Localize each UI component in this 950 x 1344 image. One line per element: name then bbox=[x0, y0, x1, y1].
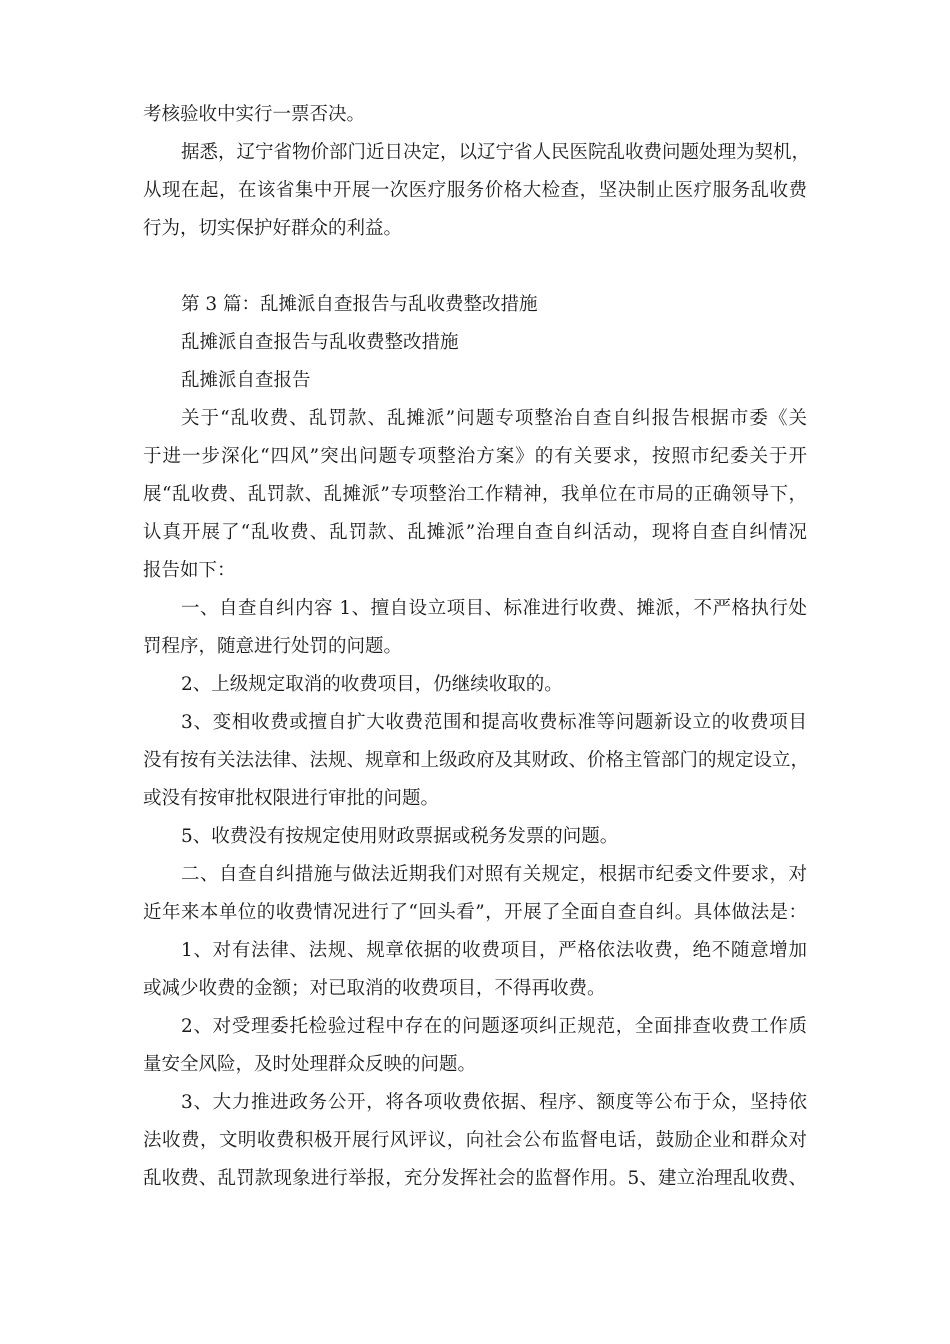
text-line: 法收费，文明收费积极开展行风评议，向社会公布监督电话，鼓励企业和群众对 bbox=[143, 1130, 807, 1151]
text-line: 于进一步深化“四风”突出问题专项整治方案》的有关要求，按照市纪委关于开 bbox=[143, 446, 807, 467]
text-line: 二、自查自纠措施与做法近期我们对照有关规定，根据市纪委文件要求，对 bbox=[181, 864, 807, 885]
text-line: 报告如下： bbox=[143, 560, 236, 581]
text-line: 量安全风险，及时处理群众反映的问题。 bbox=[143, 1054, 477, 1075]
text-line: 展“乱收费、乱罚款、乱摊派”专项整治工作精神，我单位在市局的正确领导下， bbox=[143, 484, 807, 505]
text-line: 一、自查自纠内容 1、擅自设立项目、标准进行收费、摊派，不严格执行处 bbox=[181, 598, 807, 619]
text-line: 5、收费没有按规定使用财政票据或税务发票的问题。 bbox=[181, 826, 619, 847]
text-line: 3、变相收费或擅自扩大收费范围和提高收费标准等问题新设立的收费项目 bbox=[181, 712, 807, 733]
subtitle: 乱摊派自查报告与乱收费整改措施 bbox=[181, 332, 459, 353]
text-line: 乱收费、乱罚款现象进行举报，充分发挥社会的监督作用。5、建立治理乱收费、 bbox=[143, 1168, 807, 1189]
text-line: 从现在起，在该省集中开展一次医疗服务价格大检查，坚决制止医疗服务乱收费 bbox=[143, 180, 807, 201]
text-line: 认真开展了“乱收费、乱罚款、乱摊派”治理自查自纠活动，现将自查自纠情况 bbox=[143, 522, 807, 543]
text-line: 或减少收费的金额；对已取消的收费项目，不得再收费。 bbox=[143, 978, 606, 999]
text-line: 关于“乱收费、乱罚款、乱摊派”问题专项整治自查自纠报告根据市委《关 bbox=[181, 408, 807, 429]
text-line: 3、大力推进政务公开，将各项收费依据、程序、额度等公布于众，坚持依 bbox=[181, 1092, 807, 1113]
text-line: 罚程序，随意进行处罚的问题。 bbox=[143, 636, 403, 657]
text-line: 没有按有关法法律、法规、规章和上级政府及其财政、价格主管部门的规定设立， bbox=[143, 750, 810, 771]
text-line: 2、对受理委托检验过程中存在的问题逐项纠正规范，全面排查收费工作质 bbox=[181, 1016, 807, 1037]
section-heading: 第 3 篇：乱摊派自查报告与乱收费整改措施 bbox=[181, 294, 538, 315]
text-line: 或没有按审批权限进行审批的问题。 bbox=[143, 788, 440, 809]
text-line: 2、上级规定取消的收费项目，仍继续收取的。 bbox=[181, 674, 563, 695]
text-line: 据悉，辽宁省物价部门近日决定，以辽宁省人民医院乱收费问题处理为契机， bbox=[181, 142, 811, 163]
text-line: 行为，切实保护好群众的利益。 bbox=[143, 218, 403, 239]
text-line: 1、对有法律、法规、规章依据的收费项目，严格依法收费，绝不随意增加 bbox=[181, 940, 807, 961]
subtitle: 乱摊派自查报告 bbox=[181, 370, 311, 391]
text-line: 考核验收中实行一票否决。 bbox=[143, 104, 366, 125]
text-line: 近年来本单位的收费情况进行了“回头看”，开展了全面自查自纠。具体做法是： bbox=[143, 902, 807, 923]
